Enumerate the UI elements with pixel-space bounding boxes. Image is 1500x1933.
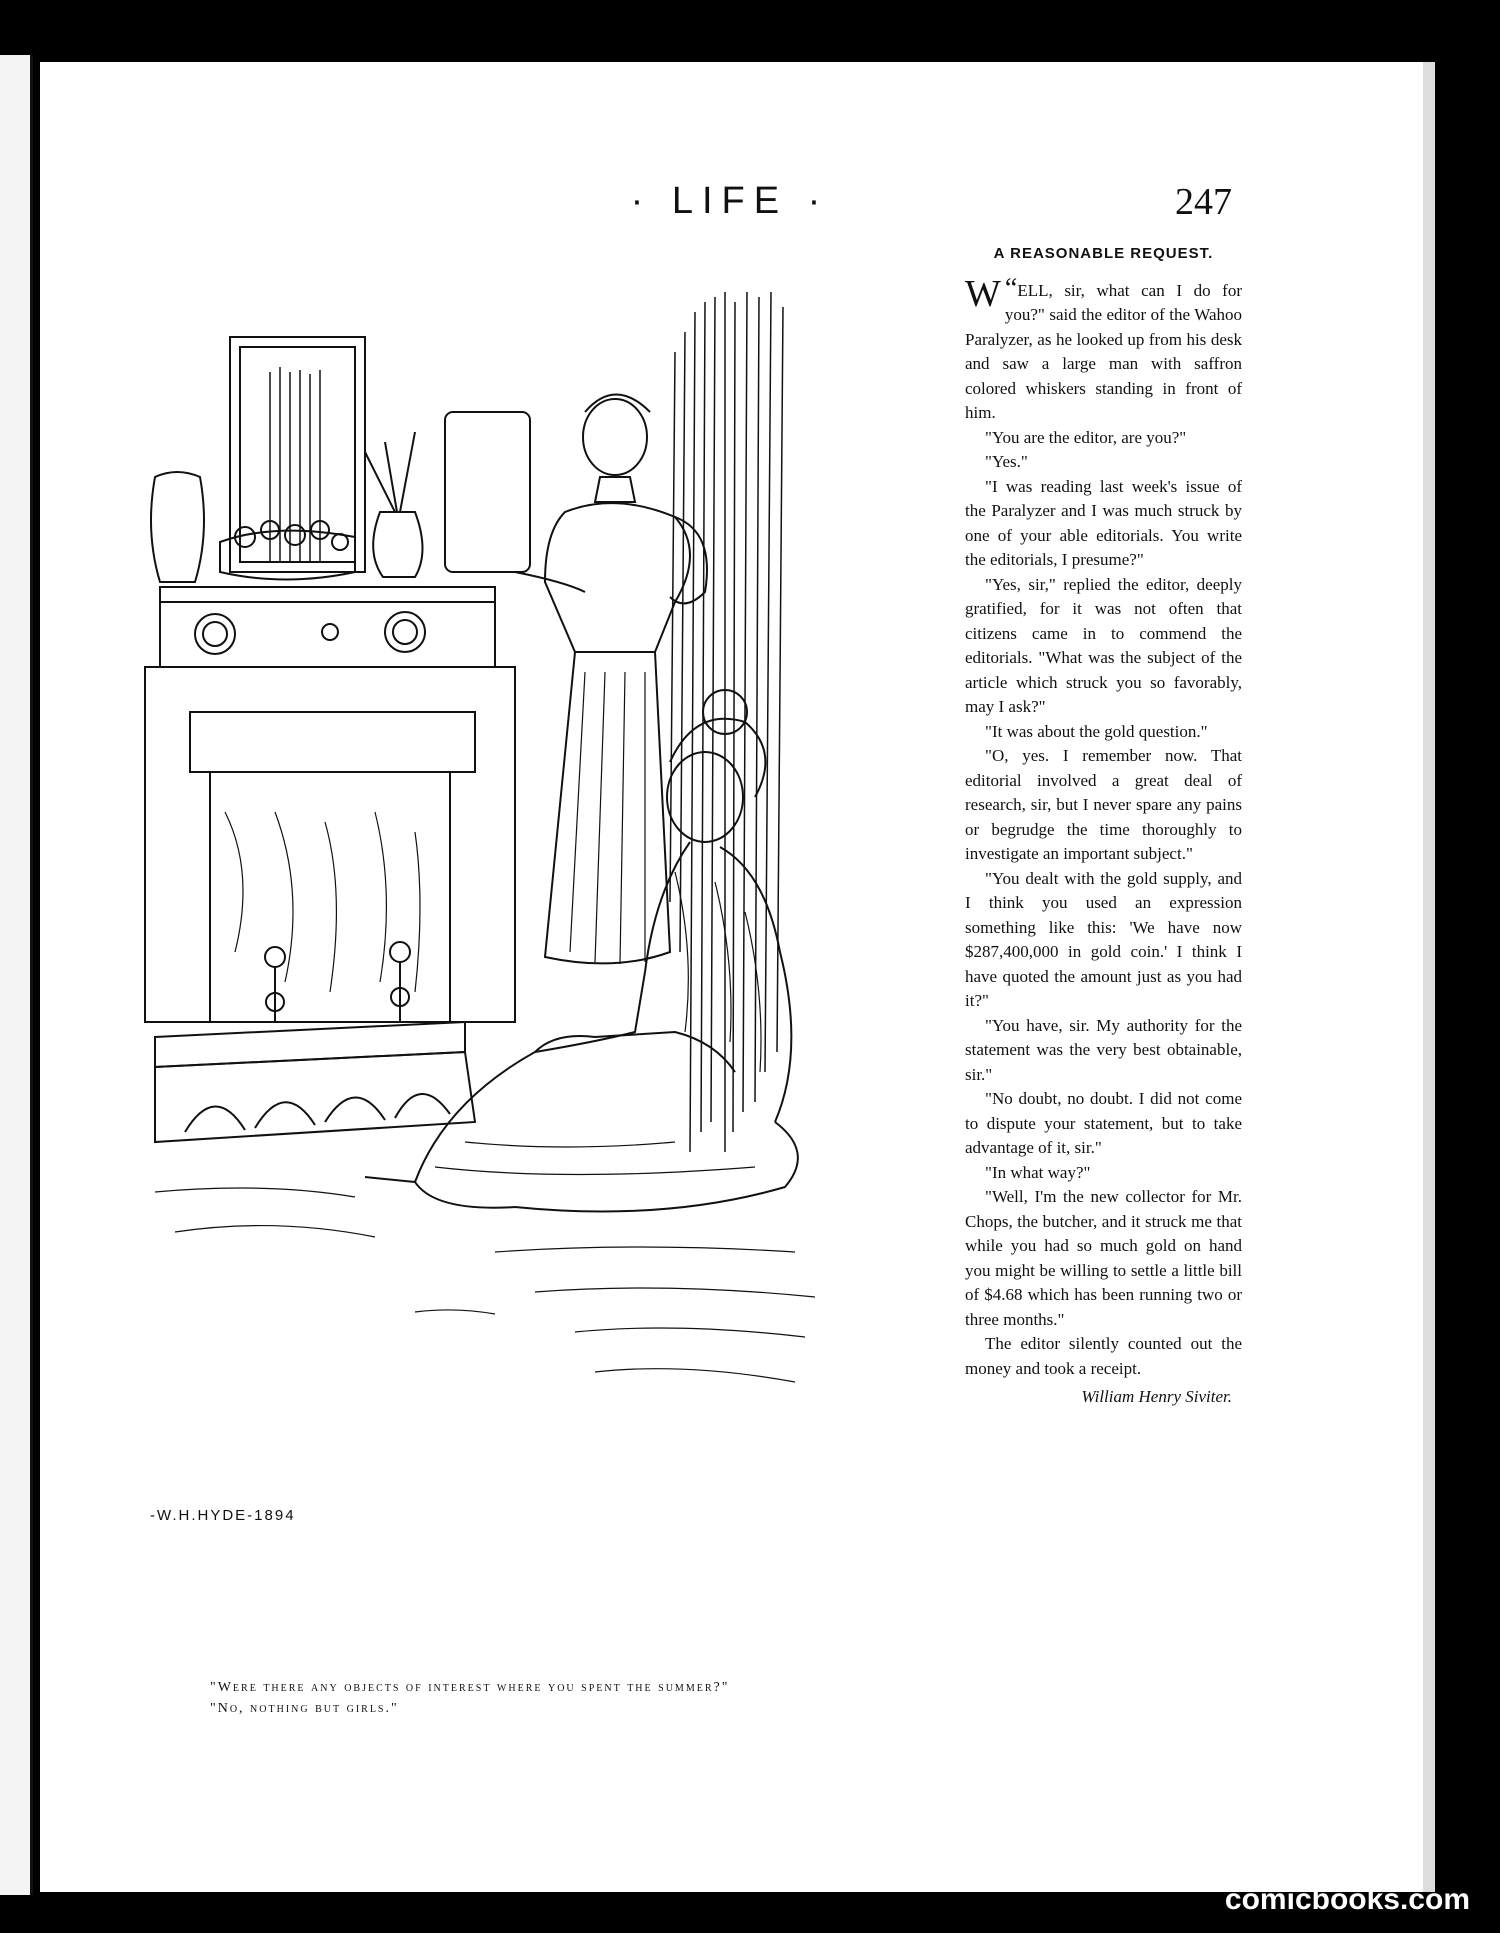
article-paragraph: "O, yes. I remember now. That editorial involved a great deal of research, sir, but I never spare any pains or begrudge the time thoroughly to investigate an important subject." (965, 746, 1242, 863)
artist-signature: -W.H.HYDE-1894 (150, 1507, 296, 1524)
mantel-shelf (160, 587, 495, 602)
article (965, 242, 1242, 1410)
standing-woman (515, 395, 707, 965)
article-title: A REASONABLE REQUEST. (993, 245, 1214, 262)
wall-hatching (670, 292, 783, 1152)
magazine-page (40, 62, 1435, 1892)
vase (151, 472, 204, 582)
article-paragraph: "You are the editor, are you?" (985, 427, 1187, 447)
article-paragraph: "I was reading last week's issue of the Paralyzer and I was much struck by one of your able editorials. You write the editorials, I presume?" (965, 476, 1242, 569)
byline: William Henry Siviter. (1081, 1387, 1232, 1406)
drop-cap: W (965, 272, 1001, 315)
adjacent-page-edge (0, 55, 33, 1895)
illustration-caption (210, 1677, 950, 1719)
opening-quote: “ (1004, 272, 1018, 304)
mantel-ornament (195, 614, 235, 654)
watermark: comicbooks.com (1224, 1883, 1470, 1916)
article-paragraph: "Yes." (985, 452, 1028, 471)
article-paragraph: The editor silently counted out the money and took a receipt. (965, 1334, 1242, 1378)
article-paragraph: "It was about the gold question." (985, 721, 1208, 741)
article-paragraph: "No doubt, no doubt. I did not come to dispute your statement, but to take advantage of it, sir." (965, 1089, 1242, 1157)
article-paragraph: "In what way?" (985, 1162, 1091, 1182)
illustration (115, 252, 995, 1652)
caption-line: "No, nothing but girls." (210, 1701, 399, 1716)
article-paragraph: "Yes, sir," replied the editor, deeply gratified, for it was not often that citizens came in to commend the editorials. "What was the subject of the article which struck you so favorably, may I ask?" (965, 574, 1242, 716)
page-number: 247 (1175, 181, 1232, 223)
article-paragraph: "Well, I'm the new collector for Mr. Chops, the butcher, and it struck me that while you had so much gold on hand you might be willing to settle a little bill of $4.68 which has been running two or three months." (965, 1187, 1242, 1329)
andiron (265, 947, 285, 967)
article-paragraph: "You dealt with the gold supply, and I think you used an expression something like this: 'We have now $287,400,000 in gold coin.' I think I have quoted the amount just as you had it?" (965, 868, 1242, 1010)
masthead: · LIFE · (630, 180, 830, 222)
article-paragraph: “ W ELL, sir, what can I do for you?" said the editor of the Wahoo Paralyzer, as he looked up from his desk and saw a large man with saffron colored whiskers standing in front of him. (965, 272, 1242, 422)
caption-line: "Were there any objects of interest where you spent the summer?" (210, 1680, 730, 1695)
article-paragraph: "You have, sir. My authority for the statement was the very best obtainable, sir." (965, 1015, 1242, 1084)
floor-strokes (155, 1188, 815, 1382)
